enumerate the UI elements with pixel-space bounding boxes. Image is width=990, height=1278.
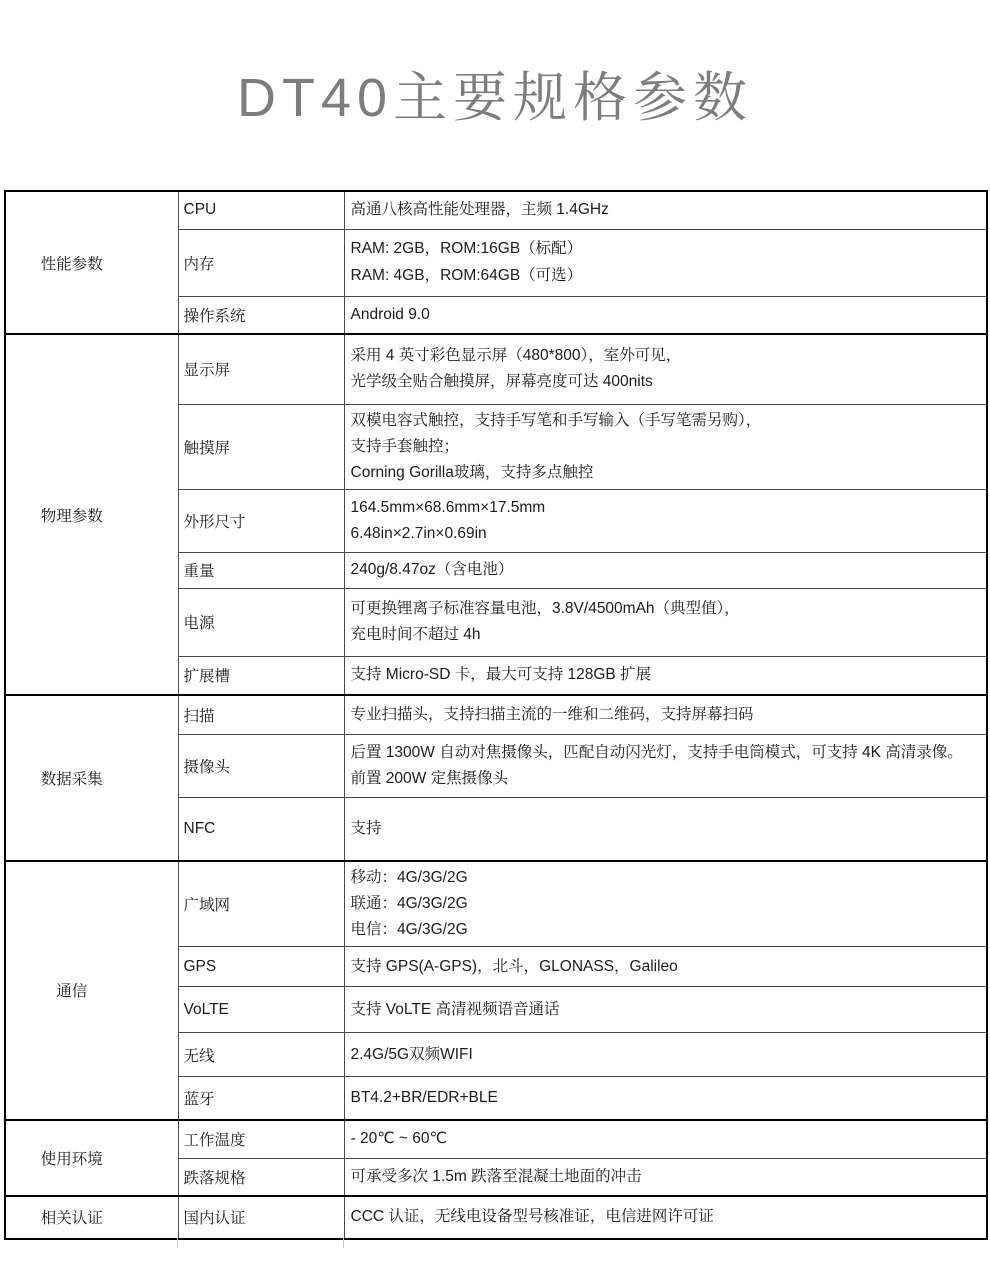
- value-line: Android 9.0: [350, 305, 430, 323]
- param-cell: 操作系统: [178, 296, 344, 334]
- category-cell: [5, 191, 178, 334]
- param-cell: 无线: [178, 1033, 344, 1077]
- value-line: 前置 200W 定焦摄像头: [350, 769, 509, 787]
- value-line: - 20℃ ~ 60℃: [350, 1130, 447, 1148]
- value-cell: [344, 334, 987, 404]
- category-cell: [5, 334, 178, 695]
- table-row: [5, 861, 987, 947]
- value-line: 采用 4 英寸彩色显示屏（480*800），室外可见，: [350, 347, 682, 365]
- cutoff-column-border: [177, 1237, 178, 1248]
- table-row: [5, 1196, 987, 1239]
- category-label: 物理参数: [40, 507, 103, 525]
- value-cell: [344, 695, 987, 734]
- param-cell: 扩展槽: [178, 656, 344, 695]
- table-row: [5, 695, 987, 734]
- param-cell: 内存: [178, 229, 344, 296]
- value-cell: [344, 947, 987, 987]
- value-line: 双模电容式触控，支持手写笔和手写输入（手写笔需另购），: [350, 411, 762, 429]
- category-label: 相关认证: [40, 1210, 103, 1228]
- category-label: 数据采集: [40, 771, 103, 789]
- page-title: DT40主要规格参数: [236, 68, 754, 128]
- value-line: Corning Gorilla玻璃，支持多点触控: [350, 463, 594, 481]
- param-cell: 外形尺寸: [178, 489, 344, 552]
- value-cell: [344, 987, 987, 1033]
- value-cell: [344, 296, 987, 334]
- param-cell: CPU: [178, 191, 344, 229]
- value-line: 联通：4G/3G/2G: [350, 895, 468, 913]
- category-label: 性能参数: [40, 255, 103, 273]
- value-cell: [344, 191, 987, 229]
- value-line: 支持 GPS(A-GPS)，北斗，GLONASS，Galileo: [350, 957, 678, 975]
- value-line: RAM: 4GB，ROM:64GB（可选）: [350, 266, 583, 284]
- value-line: 2.4G/5G双频WIFI: [350, 1045, 473, 1063]
- value-cell: [344, 489, 987, 552]
- value-line: 后置 1300W 自动对焦摄像头，匹配自动闪光灯，支持手电筒模式，可支持 4K 高清录像。: [350, 743, 963, 761]
- category-label: 通信: [56, 983, 88, 1001]
- param-cell: 摄像头: [178, 734, 344, 797]
- value-line: 支持手套触控；: [350, 437, 460, 455]
- param-cell: 重量: [178, 552, 344, 588]
- value-cell: [344, 1077, 987, 1120]
- value-line: 支持 Micro-SD 卡，最大可支持 128GB 扩展: [350, 666, 652, 684]
- param-cell: 蓝牙: [178, 1077, 344, 1120]
- category-cell: [5, 695, 178, 861]
- spec-table-body: [5, 191, 987, 1239]
- param-cell: GPS: [178, 947, 344, 987]
- category-label: 使用环境: [40, 1150, 103, 1168]
- value-line: 支持: [350, 819, 382, 837]
- param-cell: 电源: [178, 588, 344, 656]
- param-cell: 跌落规格: [178, 1159, 344, 1196]
- spec-table: [4, 190, 988, 1240]
- value-line: 光学级全贴合触摸屏，屏幕亮度可达 400nits: [350, 373, 653, 391]
- value-cell: [344, 588, 987, 656]
- param-cell: 广域网: [178, 861, 344, 947]
- value-cell: [344, 1033, 987, 1077]
- value-line: 支持 VoLTE 高清视频语音通话: [350, 1000, 560, 1018]
- param-cell: 工作温度: [178, 1120, 344, 1159]
- param-cell: 触摸屏: [178, 404, 344, 489]
- param-cell: 显示屏: [178, 334, 344, 404]
- category-cell: [5, 1120, 178, 1196]
- category-cell: [5, 861, 178, 1120]
- value-line: 专业扫描头，支持扫描主流的一维和二维码，支持屏幕扫码: [350, 705, 754, 723]
- table-row: [5, 191, 987, 229]
- value-cell: [344, 1120, 987, 1159]
- param-cell: VoLTE: [178, 987, 344, 1033]
- value-line: 高通八核高性能处理器，主频 1.4GHz: [350, 201, 609, 219]
- param-cell: 国内认证: [178, 1196, 344, 1239]
- cutoff-column-border: [343, 1237, 344, 1248]
- category-cell: [5, 1196, 178, 1239]
- value-cell: [344, 552, 987, 588]
- value-line: BT4.2+BR/EDR+BLE: [350, 1088, 498, 1106]
- value-cell: [344, 229, 987, 296]
- value-cell: [344, 404, 987, 489]
- table-row: [5, 334, 987, 404]
- value-line: 240g/8.47oz（含电池）: [350, 561, 514, 579]
- value-line: 充电时间不超过 4h: [350, 626, 481, 644]
- value-line: 可更换锂离子标准容量电池，3.8V/4500mAh（典型值），: [350, 600, 740, 618]
- value-line: 电信：4G/3G/2G: [350, 921, 468, 939]
- value-line: 164.5mm×68.6mm×17.5mm: [350, 498, 546, 516]
- value-cell: [344, 797, 987, 861]
- table-row: [5, 1120, 987, 1159]
- value-cell: [344, 861, 987, 947]
- value-cell: [344, 1196, 987, 1239]
- value-line: CCC 认证，无线电设备型号核准证，电信进网许可证: [350, 1208, 714, 1226]
- value-cell: [344, 656, 987, 695]
- value-cell: [344, 1159, 987, 1196]
- param-cell: 扫描: [178, 695, 344, 734]
- param-cell: NFC: [178, 797, 344, 861]
- value-cell: [344, 734, 987, 797]
- value-line: 移动：4G/3G/2G: [350, 869, 468, 887]
- value-line: RAM: 2GB，ROM:16GB（标配）: [350, 240, 583, 258]
- value-line: 可承受多次 1.5m 跌落至混凝土地面的冲击: [350, 1167, 642, 1185]
- value-line: 6.48in×2.7in×0.69in: [350, 524, 487, 542]
